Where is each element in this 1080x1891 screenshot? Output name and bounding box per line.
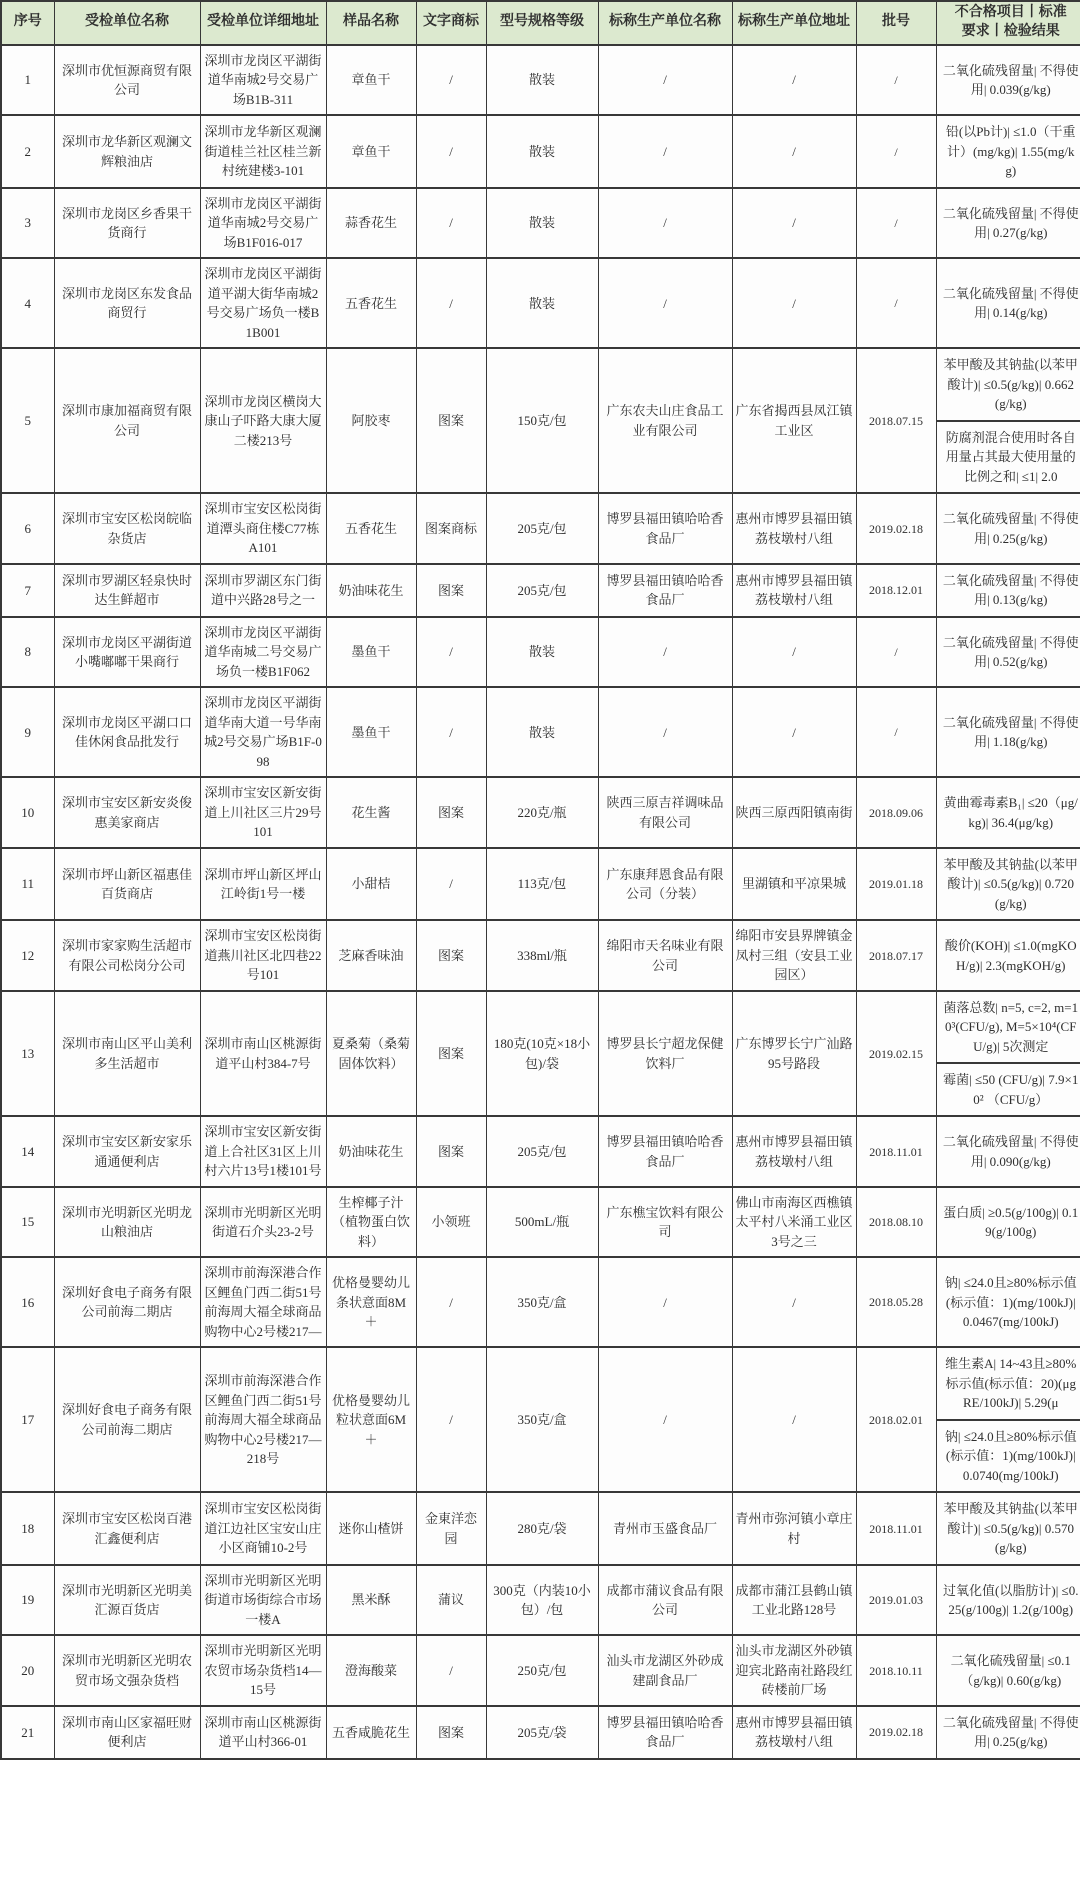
cell-row-number: 18 xyxy=(1,1492,54,1565)
cell-batch-number: 2019.02.15 xyxy=(856,991,936,1117)
cell-producer-name: / xyxy=(598,45,732,116)
cell-spec-grade: 500mL/瓶 xyxy=(486,1187,598,1258)
violation-result-text: 二氧化硫残留量| 不得使用| 0.14(g/kg) xyxy=(942,285,1079,321)
cell-producer-name: / xyxy=(598,188,732,259)
cell-batch-number: 2018.08.10 xyxy=(856,1187,936,1258)
cell-spec-grade: 180克(10克×18小包)/袋 xyxy=(486,991,598,1117)
cell-unit-name: 深圳市龙华新区观澜文辉粮油店 xyxy=(54,115,200,188)
cell-violation-results xyxy=(936,687,1080,777)
violation-result-text: 苯甲酸及其钠盐(以苯甲酸计)| ≤0.5(g/kg)| 0.570(g/kg) xyxy=(943,1501,1078,1556)
violation-result-text: 黄曲霉毒素B₁| ≤20（μg/kg)| 36.4(μg/kg) xyxy=(943,795,1078,830)
cell-trademark: 图案 xyxy=(416,920,486,991)
cell-producer-name: / xyxy=(598,687,732,777)
cell-batch-number: 2018.12.01 xyxy=(856,564,936,617)
cell-row-number: 8 xyxy=(1,617,54,688)
table-row xyxy=(1,1257,1080,1347)
violation-result-text: 二氧化硫残留量| ≤0.1（g/kg)| 0.60(g/kg) xyxy=(950,1653,1071,1688)
cell-producer-address: / xyxy=(732,687,856,777)
table-row xyxy=(1,45,1080,116)
cell-batch-number: / xyxy=(856,115,936,188)
violation-result-text: 苯甲酸及其钠盐(以苯甲酸计)| ≤0.5(g/kg)| 0.662(g/kg) xyxy=(943,357,1078,412)
cell-spec-grade: 205克/袋 xyxy=(486,1706,598,1759)
cell-unit-address: 深圳市宝安区新安街道上川社区三片29号101 xyxy=(200,777,326,848)
cell-row-number: 17 xyxy=(1,1347,54,1492)
cell-unit-address: 深圳市宝安区新安街道上合社区31区上川村六片13号1楼101号 xyxy=(200,1116,326,1187)
table-row xyxy=(1,617,1080,688)
cell-unit-address: 深圳市南山区桃源街道平山村366-01 xyxy=(200,1706,326,1759)
cell-trademark: / xyxy=(416,617,486,688)
cell-sample-name: 优格曼婴幼儿粒状意面6M＋ xyxy=(326,1347,416,1492)
cell-producer-address: 佛山市南海区西樵镇太平村八米涌工业区3号之三 xyxy=(732,1187,856,1258)
cell-producer-address: 惠州市博罗县福田镇荔枝墩村八组 xyxy=(732,1116,856,1187)
cell-violation-results xyxy=(936,920,1080,991)
cell-violation-results xyxy=(936,1347,1080,1492)
cell-spec-grade: 113克/包 xyxy=(486,848,598,921)
cell-producer-name: 博罗县福田镇哈哈香食品厂 xyxy=(598,564,732,617)
cell-spec-grade: 散装 xyxy=(486,45,598,116)
violation-result-text: 防腐剂混合使用时各自用量占其最大使用量的比例之和| ≤1| 2.0 xyxy=(937,420,1080,493)
cell-batch-number: 2018.05.28 xyxy=(856,1257,936,1347)
cell-producer-name: / xyxy=(598,115,732,188)
cell-unit-name: 深圳市宝安区松岗百港汇鑫便利店 xyxy=(54,1492,200,1565)
cell-trademark: 图案商标 xyxy=(416,493,486,564)
cell-violation-results xyxy=(936,617,1080,688)
cell-producer-name: 陕西三原吉祥调味品有限公司 xyxy=(598,777,732,848)
cell-violation-results xyxy=(936,45,1080,116)
cell-sample-name: 墨鱼干 xyxy=(326,617,416,688)
table-row xyxy=(1,115,1080,188)
cell-row-number: 12 xyxy=(1,920,54,991)
cell-unit-name: 深圳市康加福商贸有限公司 xyxy=(54,348,200,493)
cell-unit-address: 深圳市龙华新区观澜街道桂兰社区桂兰新村统建楼3-101 xyxy=(200,115,326,188)
cell-violation-results xyxy=(936,115,1080,188)
cell-violation-results xyxy=(936,188,1080,259)
cell-spec-grade: 220克/瓶 xyxy=(486,777,598,848)
cell-producer-name: 广东康拜恩食品有限公司（分装） xyxy=(598,848,732,921)
table-row xyxy=(1,1116,1080,1187)
cell-unit-address: 深圳市光明新区光明街道市场街综合市场一楼A xyxy=(200,1565,326,1636)
cell-row-number: 5 xyxy=(1,348,54,493)
violation-result-text: 钠| ≤24.0且≥80%标示值(标示值：1)(mg/100kJ)| 0.0740(mg/100kJ) xyxy=(937,1419,1080,1492)
cell-batch-number: / xyxy=(856,188,936,259)
cell-spec-grade: 280克/袋 xyxy=(486,1492,598,1565)
cell-batch-number: 2018.02.01 xyxy=(856,1347,936,1492)
table-row xyxy=(1,991,1080,1117)
cell-sample-name: 章鱼干 xyxy=(326,45,416,116)
cell-unit-name: 深圳市坪山新区福惠佳百货商店 xyxy=(54,848,200,921)
cell-sample-name: 澄海酸菜 xyxy=(326,1635,416,1706)
column-header-sample-name: 样品名称 xyxy=(326,1,416,45)
cell-spec-grade: 150克/包 xyxy=(486,348,598,493)
violation-result-text: 钠| ≤24.0且≥80%标示值(标示值：1)(mg/100kJ)| 0.0467(mg/100kJ) xyxy=(944,1275,1077,1330)
cell-unit-address: 深圳市龙岗区横岗大康山子吓路大康大厦二楼213号 xyxy=(200,348,326,493)
cell-unit-name: 深圳市宝安区新安家乐通通便利店 xyxy=(54,1116,200,1187)
violation-result-text: 苯甲酸及其钠盐(以苯甲酸计)| ≤0.5(g/kg)| 0.720(g/kg) xyxy=(943,856,1078,911)
cell-sample-name: 优格曼婴幼儿条状意面8M＋ xyxy=(326,1257,416,1347)
violation-result-text: 二氧化硫残留量| 不得使用| 1.18(g/kg) xyxy=(942,714,1079,750)
cell-violation-results xyxy=(936,564,1080,617)
cell-trademark: 图案 xyxy=(416,1116,486,1187)
cell-unit-name: 深圳市家家购生活超市有限公司松岗分公司 xyxy=(54,920,200,991)
cell-spec-grade: 350克/盒 xyxy=(486,1347,598,1492)
cell-unit-name: 深圳好食电子商务有限公司前海二期店 xyxy=(54,1257,200,1347)
column-header-unit-address: 受检单位详细地址 xyxy=(200,1,326,45)
cell-unit-name: 深圳市宝安区松岗皖临杂货店 xyxy=(54,493,200,564)
violation-result-text: 二氧化硫残留量| 不得使用| 0.52(g/kg) xyxy=(942,634,1079,670)
cell-producer-name: 博罗县福田镇哈哈香食品厂 xyxy=(598,1706,732,1759)
cell-unit-address: 深圳市龙岗区平湖街道平湖大街华南城2号交易广场负一楼B1B001 xyxy=(200,258,326,348)
cell-spec-grade: 205克/包 xyxy=(486,564,598,617)
cell-trademark: / xyxy=(416,115,486,188)
cell-producer-name: 博罗县福田镇哈哈香食品厂 xyxy=(598,493,732,564)
cell-spec-grade: 350克/盒 xyxy=(486,1257,598,1347)
cell-trademark: 图案 xyxy=(416,564,486,617)
cell-producer-address: 陕西三原西阳镇南街 xyxy=(732,777,856,848)
cell-sample-name: 阿胶枣 xyxy=(326,348,416,493)
table-row xyxy=(1,493,1080,564)
cell-violation-results xyxy=(936,258,1080,348)
cell-sample-name: 墨鱼干 xyxy=(326,687,416,777)
table-row xyxy=(1,687,1080,777)
cell-producer-address: / xyxy=(732,188,856,259)
cell-batch-number: 2018.11.01 xyxy=(856,1116,936,1187)
cell-sample-name: 五香花生 xyxy=(326,493,416,564)
cell-unit-address: 深圳市罗湖区东门街道中兴路28号之一 xyxy=(200,564,326,617)
cell-batch-number: / xyxy=(856,258,936,348)
violation-result-text: 二氧化硫残留量| 不得使用| 0.13(g/kg) xyxy=(942,572,1079,608)
cell-producer-name: 广东农夫山庄食品工业有限公司 xyxy=(598,348,732,493)
cell-batch-number: / xyxy=(856,687,936,777)
cell-trademark: / xyxy=(416,848,486,921)
cell-unit-address: 深圳市龙岗区平湖街道华南城2号交易广场B1B-311 xyxy=(200,45,326,116)
cell-unit-address: 深圳市龙岗区平湖街道华南城二号交易广场负一楼B1F062 xyxy=(200,617,326,688)
cell-producer-name: / xyxy=(598,1347,732,1492)
cell-producer-name: 广东樵宝饮料有限公司 xyxy=(598,1187,732,1258)
cell-sample-name: 迷你山楂饼 xyxy=(326,1492,416,1565)
cell-unit-address: 深圳市宝安区松岗街道潭头商住楼C77栋A101 xyxy=(200,493,326,564)
cell-sample-name: 花生酱 xyxy=(326,777,416,848)
cell-sample-name: 夏桑菊（桑菊固体饮料） xyxy=(326,991,416,1117)
cell-violation-results xyxy=(936,493,1080,564)
cell-violation-results xyxy=(936,777,1080,848)
cell-row-number: 3 xyxy=(1,188,54,259)
cell-producer-address: 惠州市博罗县福田镇荔枝墩村八组 xyxy=(732,564,856,617)
cell-producer-name: / xyxy=(598,617,732,688)
table-row xyxy=(1,1187,1080,1258)
cell-sample-name: 五香咸脆花生 xyxy=(326,1706,416,1759)
cell-producer-name: / xyxy=(598,1257,732,1347)
cell-sample-name: 奶油味花生 xyxy=(326,1116,416,1187)
table-row xyxy=(1,1635,1080,1706)
violation-result-text: 过氧化值(以脂肪计)| ≤0.25(g/100g)| 1.2(g/100g) xyxy=(943,1582,1079,1618)
column-header-violation-result: 不合格项目丨标准要求丨检验结果 xyxy=(936,1,1080,45)
cell-unit-name: 深圳市宝安区新安炎俊惠美家商店 xyxy=(54,777,200,848)
cell-producer-name: 博罗县长宁超龙保健饮料厂 xyxy=(598,991,732,1117)
cell-trademark: 小领班 xyxy=(416,1187,486,1258)
table-row xyxy=(1,188,1080,259)
cell-row-number: 13 xyxy=(1,991,54,1117)
cell-unit-name: 深圳市南山区家福旺财便利店 xyxy=(54,1706,200,1759)
violation-result-text: 铅(以Pb计)| ≤1.0（干重计）(mg/kg)| 1.55(mg/kg) xyxy=(945,124,1076,179)
cell-producer-name: 博罗县福田镇哈哈香食品厂 xyxy=(598,1116,732,1187)
cell-sample-name: 蒜香花生 xyxy=(326,188,416,259)
cell-row-number: 21 xyxy=(1,1706,54,1759)
cell-unit-name: 深圳市光明新区光明农贸市场文强杂货档 xyxy=(54,1635,200,1706)
table-row xyxy=(1,848,1080,921)
cell-spec-grade: 338ml/瓶 xyxy=(486,920,598,991)
cell-row-number: 4 xyxy=(1,258,54,348)
cell-sample-name: 章鱼干 xyxy=(326,115,416,188)
cell-violation-results xyxy=(936,1492,1080,1565)
cell-unit-address: 深圳市光明新区光明街道石介头23-2号 xyxy=(200,1187,326,1258)
cell-producer-address: 青州市弥河镇小章庄村 xyxy=(732,1492,856,1565)
cell-spec-grade: 散装 xyxy=(486,188,598,259)
violation-result-text: 菌落总数| n=5, c=2, m=10³(CFU/g), M=5×10⁴(CFU/g)| 5次测定 xyxy=(943,999,1079,1054)
cell-trademark: 蒲议 xyxy=(416,1565,486,1636)
cell-batch-number: / xyxy=(856,45,936,116)
cell-spec-grade: 205克/包 xyxy=(486,1116,598,1187)
cell-trademark: / xyxy=(416,1635,486,1706)
cell-trademark: / xyxy=(416,258,486,348)
cell-violation-results xyxy=(936,1257,1080,1347)
table-row xyxy=(1,1492,1080,1565)
violation-result-text: 二氧化硫残留量| 不得使用| 0.25(g/kg) xyxy=(942,1714,1079,1750)
header-row xyxy=(1,1,1080,45)
cell-violation-results xyxy=(936,348,1080,493)
cell-producer-address: / xyxy=(732,1257,856,1347)
cell-batch-number: 2018.07.17 xyxy=(856,920,936,991)
violation-result-text: 霉菌| ≤50 (CFU/g)| 7.9×10² （CFU/g） xyxy=(937,1062,1080,1115)
table-row xyxy=(1,1565,1080,1636)
cell-row-number: 14 xyxy=(1,1116,54,1187)
cell-violation-results xyxy=(936,1635,1080,1706)
cell-producer-address: / xyxy=(732,115,856,188)
cell-trademark: 金東洋恋园 xyxy=(416,1492,486,1565)
cell-sample-name: 黑米酥 xyxy=(326,1565,416,1636)
cell-violation-results xyxy=(936,1187,1080,1258)
cell-unit-name: 深圳市龙岗区平湖口口佳休闲食品批发行 xyxy=(54,687,200,777)
cell-producer-address: / xyxy=(732,258,856,348)
cell-unit-address: 深圳市南山区桃源街道平山村384-7号 xyxy=(200,991,326,1117)
cell-batch-number: 2019.01.18 xyxy=(856,848,936,921)
violation-result-text: 二氧化硫残留量| 不得使用| 0.27(g/kg) xyxy=(942,205,1079,241)
cell-producer-address: 里湖镇和平凉果城 xyxy=(732,848,856,921)
table-body xyxy=(1,45,1080,1759)
table-row xyxy=(1,1706,1080,1759)
column-header-trademark: 文字商标 xyxy=(416,1,486,45)
cell-producer-name: 成都市蒲议食品有限公司 xyxy=(598,1565,732,1636)
cell-producer-address: / xyxy=(732,45,856,116)
cell-sample-name: 生榨椰子汁（植物蛋白饮料） xyxy=(326,1187,416,1258)
cell-trademark: / xyxy=(416,45,486,116)
cell-row-number: 15 xyxy=(1,1187,54,1258)
cell-sample-name: 奶油味花生 xyxy=(326,564,416,617)
column-header-batch-number: 批号 xyxy=(856,1,936,45)
cell-unit-name: 深圳市光明新区光明美汇源百货店 xyxy=(54,1565,200,1636)
cell-producer-name: / xyxy=(598,258,732,348)
cell-producer-address: 成都市蒲江县鹤山镇工业北路128号 xyxy=(732,1565,856,1636)
cell-spec-grade: 散装 xyxy=(486,115,598,188)
violation-result-text: 维生素A| 14~43且≥80%标示值(标示值：20)(μgRE/100kJ)| 5.29(μ xyxy=(945,1356,1077,1411)
cell-producer-address: / xyxy=(732,1347,856,1492)
column-header-unit-name: 受检单位名称 xyxy=(54,1,200,45)
cell-row-number: 2 xyxy=(1,115,54,188)
violation-result-text: 二氧化硫残留量| 不得使用| 0.090(g/kg) xyxy=(942,1134,1079,1169)
cell-producer-name: 汕头市龙湖区外砂成建副食品厂 xyxy=(598,1635,732,1706)
table-row xyxy=(1,258,1080,348)
cell-unit-name: 深圳市罗湖区轻泉快时达生鲜超市 xyxy=(54,564,200,617)
cell-trademark: 图案 xyxy=(416,1706,486,1759)
violation-result-text: 二氧化硫残留量| 不得使用| 0.039(g/kg) xyxy=(942,62,1079,98)
cell-trademark: / xyxy=(416,1347,486,1492)
cell-spec-grade: 散装 xyxy=(486,258,598,348)
cell-producer-name: 绵阳市天名味业有限公司 xyxy=(598,920,732,991)
cell-unit-address: 深圳市宝安区松岗街道燕川社区北四巷22号101 xyxy=(200,920,326,991)
cell-spec-grade: 300克（内装10小包）/包 xyxy=(486,1565,598,1636)
cell-row-number: 10 xyxy=(1,777,54,848)
table-header xyxy=(1,1,1080,45)
cell-batch-number: 2019.02.18 xyxy=(856,1706,936,1759)
cell-unit-address: 深圳市宝安区松岗街道江边社区宝安山庄小区商铺10-2号 xyxy=(200,1492,326,1565)
column-header-producer-name: 标称生产单位名称 xyxy=(598,1,732,45)
cell-producer-address: 惠州市博罗县福田镇荔枝墩村八组 xyxy=(732,493,856,564)
column-header-producer-address: 标称生产单位地址 xyxy=(732,1,856,45)
cell-row-number: 7 xyxy=(1,564,54,617)
cell-producer-address: 惠州市博罗县福田镇荔枝墩村八组 xyxy=(732,1706,856,1759)
cell-row-number: 20 xyxy=(1,1635,54,1706)
cell-row-number: 1 xyxy=(1,45,54,116)
violation-result-text: 酸价(KOH)| ≤1.0(mgKOH/g)| 2.3(mgKOH/g) xyxy=(944,938,1077,973)
table-row xyxy=(1,564,1080,617)
cell-row-number: 16 xyxy=(1,1257,54,1347)
cell-unit-address: 深圳市龙岗区平湖街道华南大道一号华南城2号交易广场B1F-098 xyxy=(200,687,326,777)
cell-row-number: 9 xyxy=(1,687,54,777)
cell-batch-number: 2018.07.15 xyxy=(856,348,936,493)
cell-violation-results xyxy=(936,1565,1080,1636)
cell-spec-grade: 250克/包 xyxy=(486,1635,598,1706)
cell-unit-name: 深圳市龙岗区乡香果干货商行 xyxy=(54,188,200,259)
cell-spec-grade: 205克/包 xyxy=(486,493,598,564)
column-header-index: 序号 xyxy=(1,1,54,45)
cell-trademark: 图案 xyxy=(416,991,486,1117)
cell-spec-grade: 散装 xyxy=(486,617,598,688)
column-header-spec-grade: 型号规格等级 xyxy=(486,1,598,45)
violation-result-text: 蛋白质| ≥0.5(g/100g)| 0.19(g/100g) xyxy=(943,1204,1079,1240)
cell-unit-address: 深圳市坪山新区坪山江岭街1号一楼 xyxy=(200,848,326,921)
cell-producer-address: / xyxy=(732,617,856,688)
cell-unit-name: 深圳市龙岗区平湖街道小嘴嘟嘟干果商行 xyxy=(54,617,200,688)
cell-producer-address: 汕头市龙湖区外砂镇迎宾北路南社路段红砖楼前厂场 xyxy=(732,1635,856,1706)
cell-batch-number: 2019.01.03 xyxy=(856,1565,936,1636)
cell-unit-address: 深圳市前海深港合作区鲤鱼门西二街51号前海周大福全球商品购物中心2号楼217— xyxy=(200,1257,326,1347)
cell-row-number: 19 xyxy=(1,1565,54,1636)
cell-unit-name: 深圳市龙岗区东发食品商贸行 xyxy=(54,258,200,348)
cell-producer-name: 青州市玉盛食品厂 xyxy=(598,1492,732,1565)
violation-result-text: 二氧化硫残留量| 不得使用| 0.25(g/kg) xyxy=(942,511,1079,546)
cell-sample-name: 五香花生 xyxy=(326,258,416,348)
cell-batch-number: 2018.11.01 xyxy=(856,1492,936,1565)
table-row xyxy=(1,777,1080,848)
cell-spec-grade: 散装 xyxy=(486,687,598,777)
cell-producer-address: 广东博罗长宁广汕路95号路段 xyxy=(732,991,856,1117)
cell-unit-address: 深圳市前海深港合作区鲤鱼门西二街51号前海周大福全球商品购物中心2号楼217—218号 xyxy=(200,1347,326,1492)
cell-violation-results xyxy=(936,991,1080,1117)
cell-violation-results xyxy=(936,848,1080,921)
table-row xyxy=(1,348,1080,493)
cell-trademark: / xyxy=(416,687,486,777)
cell-sample-name: 小甜桔 xyxy=(326,848,416,921)
cell-violation-results xyxy=(936,1706,1080,1759)
cell-producer-address: 广东省揭西县凤江镇工业区 xyxy=(732,348,856,493)
cell-producer-address: 绵阳市安县界牌镇金凤村三组（安县工业园区） xyxy=(732,920,856,991)
cell-unit-name: 深圳市光明新区光明龙山粮油店 xyxy=(54,1187,200,1258)
cell-sample-name: 芝麻香味油 xyxy=(326,920,416,991)
cell-unit-address: 深圳市龙岗区平湖街道华南城2号交易广场B1F016-017 xyxy=(200,188,326,259)
cell-trademark: 图案 xyxy=(416,348,486,493)
cell-batch-number: / xyxy=(856,617,936,688)
cell-trademark: / xyxy=(416,188,486,259)
cell-trademark: 图案 xyxy=(416,777,486,848)
cell-batch-number: 2019.02.18 xyxy=(856,493,936,564)
cell-unit-name: 深圳市南山区平山美利多生活超市 xyxy=(54,991,200,1117)
cell-unit-address: 深圳市光明新区光明农贸市场杂货档14—15号 xyxy=(200,1635,326,1706)
cell-trademark: / xyxy=(416,1257,486,1347)
cell-batch-number: 2018.09.06 xyxy=(856,777,936,848)
cell-unit-name: 深圳好食电子商务有限公司前海二期店 xyxy=(54,1347,200,1492)
cell-batch-number: 2018.10.11 xyxy=(856,1635,936,1706)
cell-violation-results xyxy=(936,1116,1080,1187)
cell-row-number: 11 xyxy=(1,848,54,921)
table-row xyxy=(1,920,1080,991)
cell-unit-name: 深圳市优恒源商贸有限公司 xyxy=(54,45,200,116)
cell-row-number: 6 xyxy=(1,493,54,564)
table-row xyxy=(1,1347,1080,1492)
